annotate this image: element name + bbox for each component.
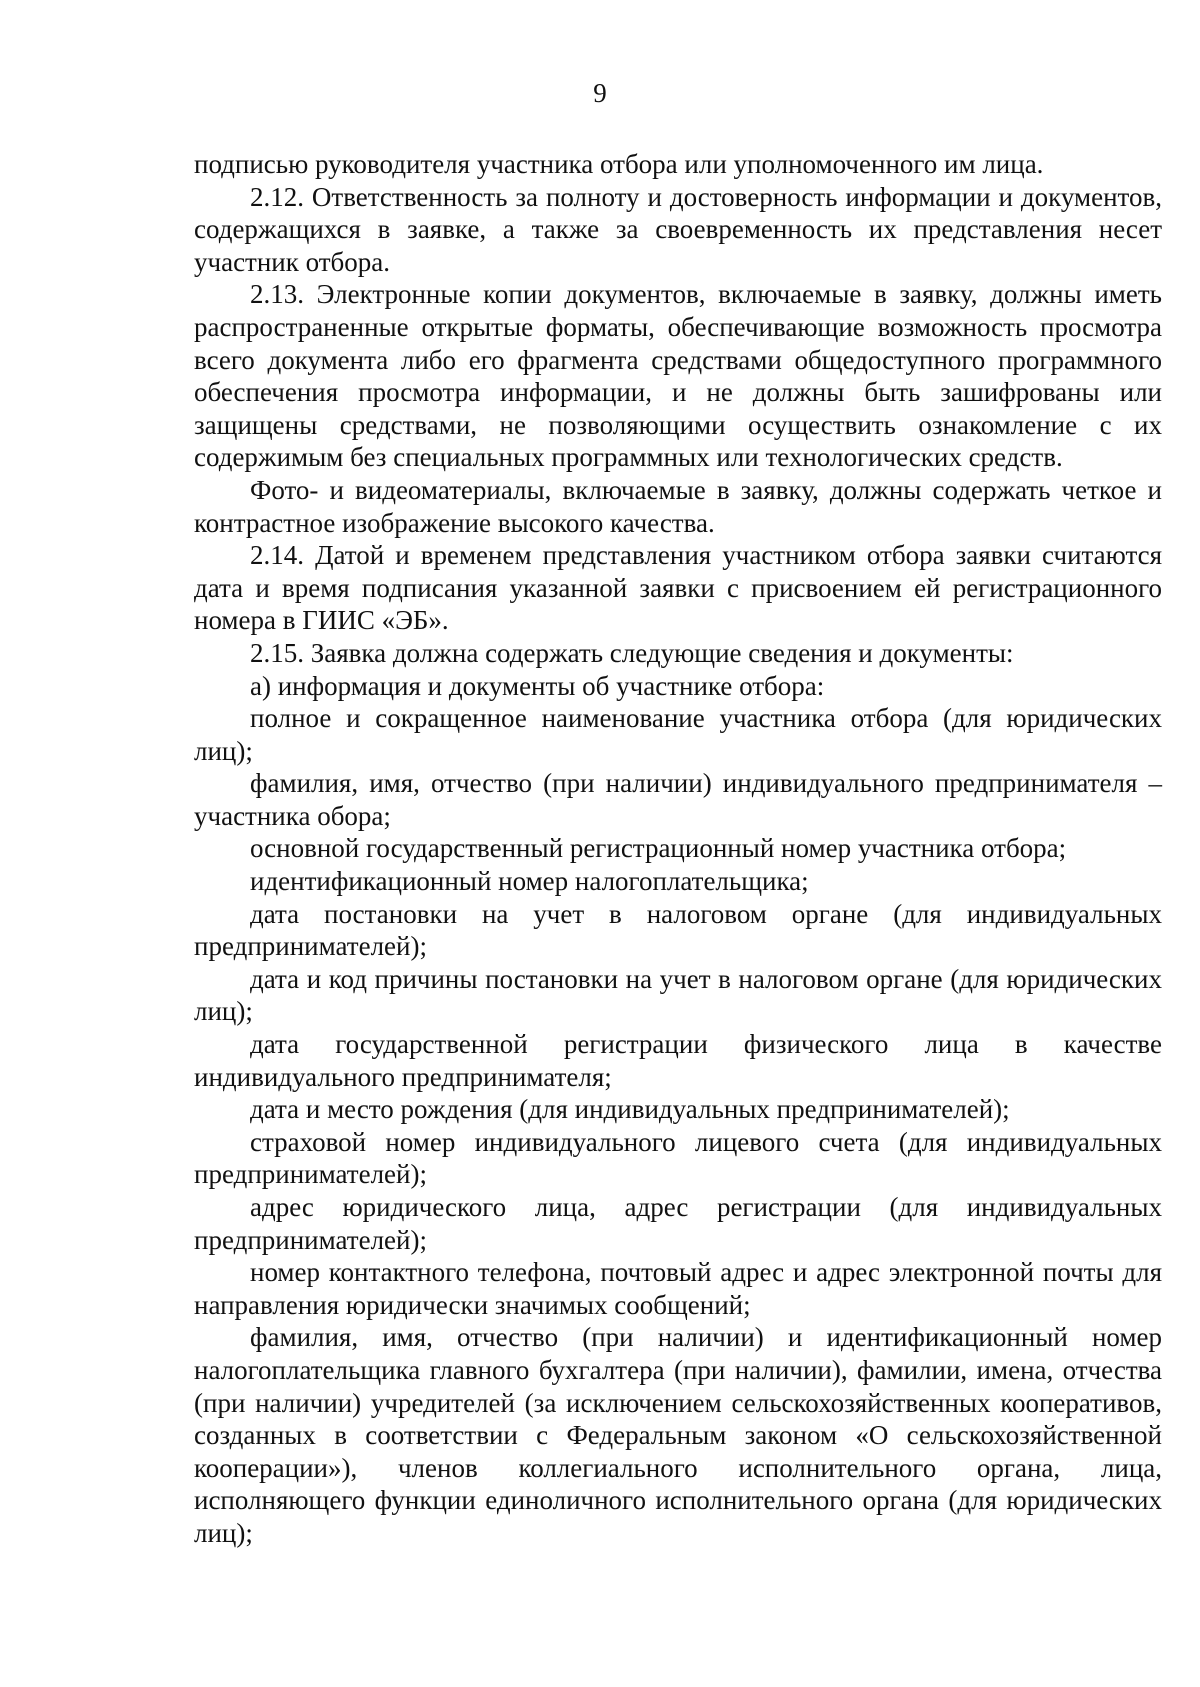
list-item-kpp: дата и код причины постановки на учет в налоговом органе (для юридических лиц); (194, 963, 1162, 1027)
list-item-full-name: полное и сокращенное наименование участника отбора (для юридических лиц); (194, 703, 1162, 766)
page-number: 9 (593, 78, 607, 108)
paragraph-2-13: 2.13. Электронные копии документов, включаемые в заявку, должны иметь распространенные открытые форматы, обеспечивающие возможность просмотра всего документа либо его фрагмента средствами общедоступного программного обеспечения просмотра информации, и не должны быть зашифрованы или защищены средствами, не позволяющими осуществить ознакомление с их содержимым без специальных программных или технологических средств. (194, 279, 1162, 473)
paragraph-2-14: 2.14. Датой и временем представления участником отбора заявки считаются дата и время подписания указанной заявки с присвоением ей регистрационного номера в ГИИС «ЭБ». (194, 540, 1162, 636)
document-body (194, 148, 1162, 1550)
list-item-contacts: номер контактного телефона, почтовый адрес и адрес электронной почты для направления юридически значимых сообщений; (194, 1257, 1162, 1320)
paragraph-signature-continuation: подписью руководителя участника отбора или уполномоченного им лица. (194, 149, 1044, 179)
list-item-ogrn: основной государственный регистрационный номер участника отбора; (250, 833, 1067, 864)
paragraph-2-12: 2.12. Ответственность за полноту и достоверность информации и документов, содержащихся в заявке, а также за своевременность их представления несет участник отбора. (194, 181, 1162, 277)
list-item-entrepreneur-name: фамилия, имя, отчество (при наличии) индивидуального предпринимателя – участника обора; (194, 768, 1162, 831)
list-item-address: адрес юридического лица, адрес регистрации (для индивидуальных предпринимателей); (194, 1192, 1162, 1255)
list-item-state-registration: дата государственной регистрации физического лица в качестве индивидуального предпринимателя; (194, 1029, 1162, 1092)
list-item-registration-date: дата постановки на учет в налоговом органе (для индивидуальных предпринимателей); (194, 898, 1162, 962)
list-item-inn: идентификационный номер налогоплательщика; (250, 866, 809, 897)
list-item-birth: дата и место рождения (для индивидуальных предпринимателей); (250, 1094, 1010, 1125)
list-item-a: а) информация и документы об участнике отбора: (250, 670, 825, 701)
paragraph-2-15: 2.15. Заявка должна содержать следующие сведения и документы: (250, 637, 1014, 668)
list-item-officers: фамилия, имя, отчество (при наличии) и идентификационный номер налогоплательщика главного бухгалтера (при наличии), фамилии, имена, отчества (при наличии) учредителей (за исключением сельскохозяйственных кооперативов, созданных в соответствии с Федеральным законом «О сельскохозяйственной кооперации»), членов коллегиального исполнительного органа, лица, исполняющего функции единоличного исполнительного органа (для юридических лиц); (194, 1322, 1162, 1548)
paragraph-photo-video: Фото- и видеоматериалы, включаемые в заявку, должны содержать четкое и контрастное изображение высокого качества. (194, 474, 1162, 538)
list-item-snils: страховой номер индивидуального лицевого счета (для индивидуальных предпринимателей); (194, 1126, 1162, 1190)
